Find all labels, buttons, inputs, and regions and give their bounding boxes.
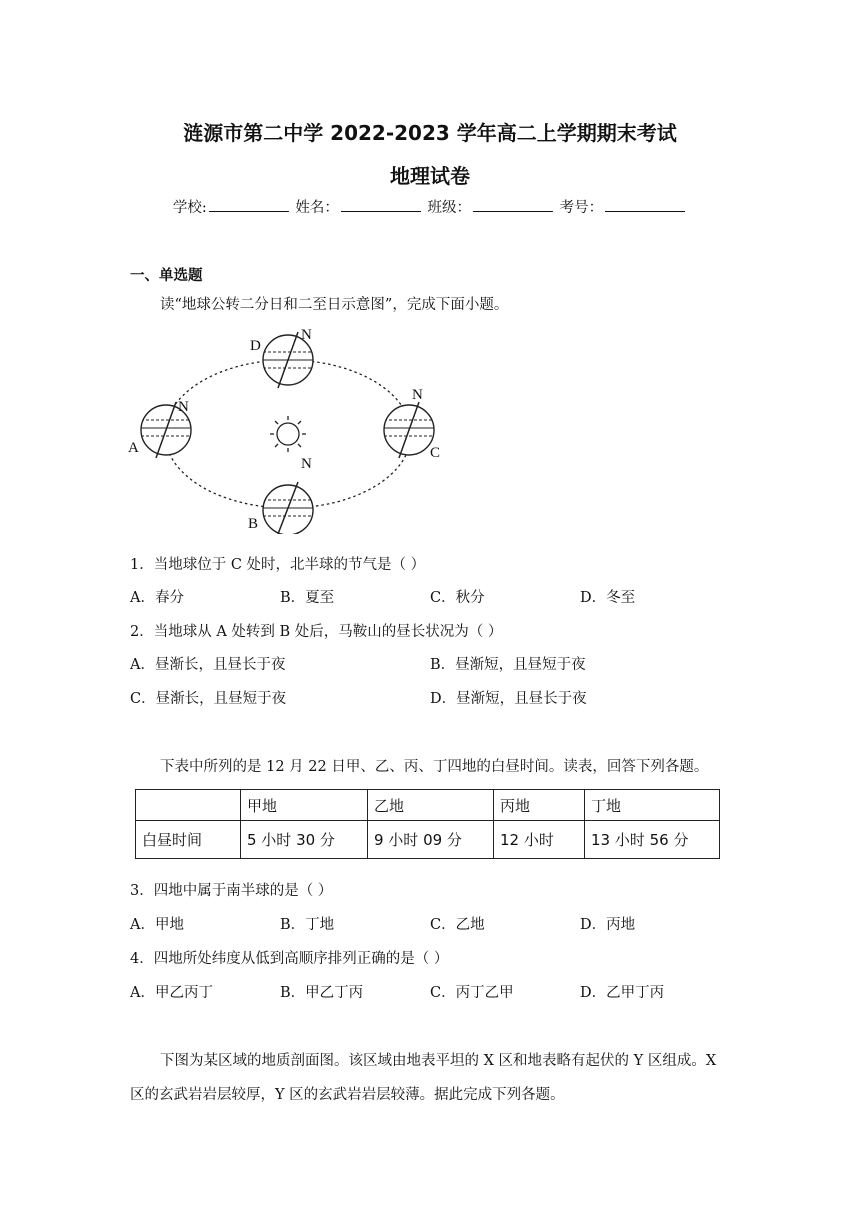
q2-option-a[interactable]: A．昼渐长，且昼长于夜 <box>130 657 286 673</box>
intro-paragraph-3-line-2: 区的玄武岩岩层较厚，Y 区的玄武岩岩层较薄。据此完成下列各题。 <box>130 1087 565 1103</box>
label-d: D <box>250 338 261 354</box>
table-cell: 13 小时 56 分 <box>585 821 720 859</box>
q2-option-b[interactable]: B．昼渐短，且昼短于夜 <box>430 657 586 673</box>
q3-option-c[interactable]: C．乙地 <box>430 917 485 933</box>
question-4-stem: 4．四地所处纬度从低到高顺序排列正确的是（ ） <box>130 951 449 967</box>
q1-option-c[interactable]: C．秋分 <box>430 590 485 606</box>
sun-icon <box>270 416 306 452</box>
table-header-cell: 甲地 <box>241 790 368 821</box>
q4-option-d[interactable]: D．乙甲丁丙 <box>580 985 665 1001</box>
table-cell: 9 小时 09 分 <box>368 821 494 859</box>
exam-number-blank[interactable] <box>605 197 685 212</box>
class-blank[interactable] <box>473 197 553 212</box>
table-header-cell: 丁地 <box>585 790 720 821</box>
q4-option-b[interactable]: B．甲乙丁丙 <box>280 985 364 1001</box>
class-label: 班级： <box>427 200 471 216</box>
table-header-row <box>136 790 720 821</box>
table-header-cell <box>136 790 241 821</box>
label-b: B <box>248 516 259 532</box>
label-n-b: N <box>301 456 312 472</box>
q3-option-d[interactable]: D．丙地 <box>580 917 636 933</box>
q2-option-d[interactable]: D．昼渐短，且昼长于夜 <box>430 691 587 707</box>
exam-title: 涟源市第二中学 2022-2023 学年高二上学期期末考试 <box>183 121 677 145</box>
table-cell: 12 小时 <box>494 821 585 859</box>
table-cell: 5 小时 30 分 <box>241 821 368 859</box>
table-row <box>136 821 720 859</box>
q2-option-c[interactable]: C．昼渐长，且昼短于夜 <box>130 691 287 707</box>
earth-position-b <box>258 482 318 534</box>
school-label: 学校: <box>172 200 207 216</box>
student-info-line <box>0 196 860 217</box>
intro-paragraph-1: 读“地球公转二分日和二至日示意图”，完成下面小题。 <box>160 297 509 313</box>
table-header-cell: 乙地 <box>368 790 494 821</box>
q4-option-c[interactable]: C．丙丁乙甲 <box>430 985 514 1001</box>
q3-option-a[interactable]: A．甲地 <box>130 917 184 933</box>
q1-option-a[interactable]: A．春分 <box>130 590 184 606</box>
name-label: 姓名： <box>295 200 339 216</box>
q1-option-d[interactable]: D．冬至 <box>580 590 636 606</box>
label-n-c: N <box>412 387 423 403</box>
school-blank[interactable] <box>209 197 289 212</box>
daylight-table <box>135 789 720 859</box>
intro-paragraph-2: 下表中所列的是 12 月 22 日甲、乙、丙、丁四地的白昼时间。读表，回答下列各题。 <box>160 759 709 775</box>
table-header-cell: 丙地 <box>494 790 585 821</box>
exam-subtitle: 地理试卷 <box>390 164 470 188</box>
section-heading: 一、单选题 <box>130 268 203 284</box>
name-blank[interactable] <box>341 197 421 212</box>
exam-number-label: 考号： <box>559 200 604 216</box>
intro-paragraph-3-line-1: 下图为某区域的地质剖面图。该区域由地表平坦的 X 区和地表略有起伏的 Y 区组成。X <box>160 1053 717 1069</box>
label-n-d: N <box>301 327 312 343</box>
question-2-stem: 2．当地球从 A 处转到 B 处后，马鞍山的昼长状况为（ ） <box>130 624 503 640</box>
q1-option-b[interactable]: B．夏至 <box>280 590 335 606</box>
table-row-label: 白昼时间 <box>136 821 241 859</box>
q3-option-b[interactable]: B．丁地 <box>280 917 335 933</box>
question-1-stem: 1．当地球位于 C 处时，北半球的节气是（ ） <box>130 557 426 573</box>
label-a: A <box>128 440 139 456</box>
label-c: C <box>430 445 441 461</box>
earth-orbit-diagram <box>128 322 448 534</box>
question-3-stem: 3．四地中属于南半球的是（ ） <box>130 883 333 899</box>
q4-option-a[interactable]: A．甲乙丙丁 <box>130 985 213 1001</box>
label-n-a: N <box>178 399 189 415</box>
